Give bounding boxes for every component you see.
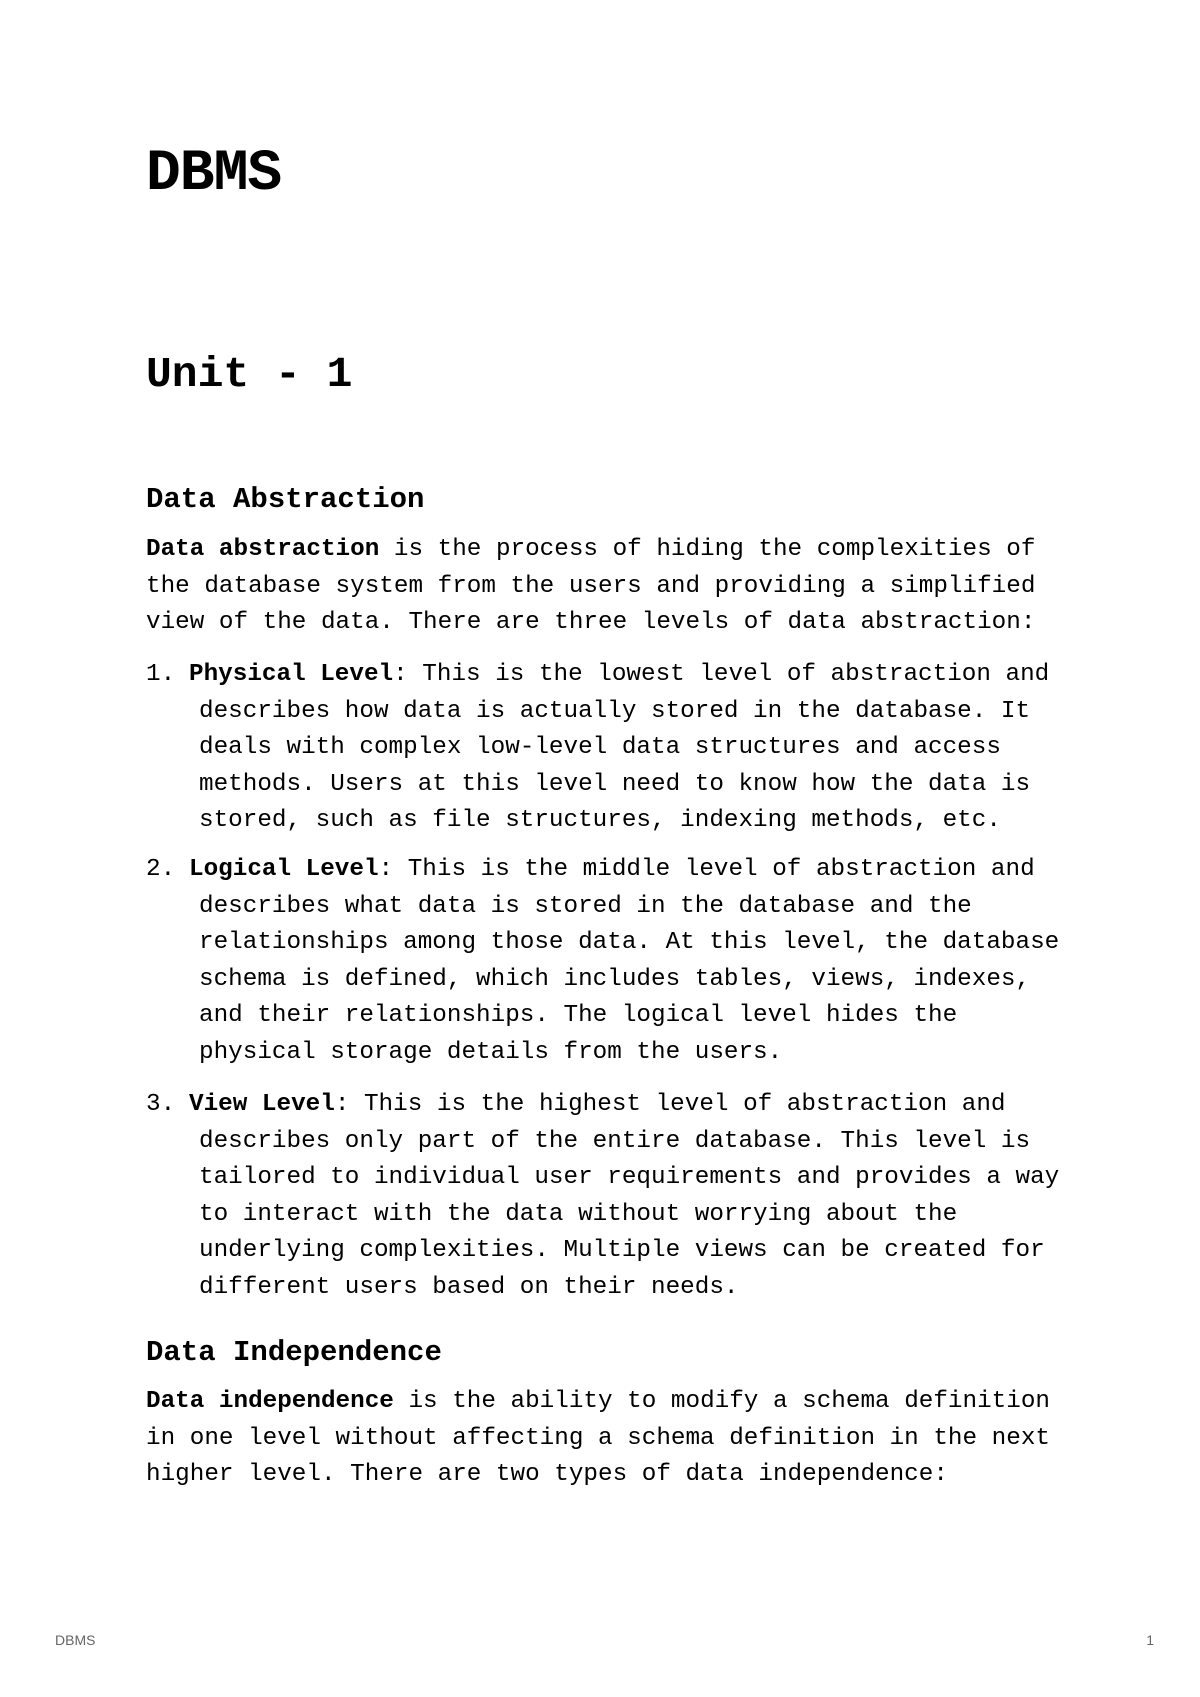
data-independence-paragraph bbox=[146, 1384, 1066, 1494]
list-item-physical-level bbox=[146, 657, 1086, 840]
list-item-term: Physical Level bbox=[189, 661, 394, 688]
list-number: 2. bbox=[146, 856, 176, 883]
list-item-text: : This is the middle level of abstraction and describes what data is stored in the database and the relationships among those data. At this level, the database schema is defined, which includes tables, views, indexes, and their relationships. The logical level hides the physical storage details from the users. bbox=[199, 856, 1060, 1066]
list-item-view-level bbox=[146, 1087, 1086, 1307]
data-abstraction-text: is the process of hiding the complexities of the database system from the users and providing a simplified view of the data. There are three levels of data abstraction: bbox=[146, 536, 1036, 637]
list-item-text: : This is the highest level of abstraction and describes only part of the entire database. This level is tailored to individual user requirements and provides a way to interact with the data without worrying about the underlying complexities. Multiple views can be created for different users based on their needs. bbox=[199, 1091, 1060, 1301]
footer-document-name: DBMS bbox=[55, 1632, 96, 1648]
list-number: 3. bbox=[146, 1091, 176, 1118]
list-item-logical-level bbox=[146, 852, 1086, 1072]
data-independence-text: is the ability to modify a schema definition in one level without affecting a schema definition in the next higher level. There are two types of data independence: bbox=[146, 1388, 1050, 1489]
list-item-text: : This is the lowest level of abstraction and describes how data is actually stored in the database. It deals with complex low-level data structures and access methods. Users at this level need to know how the data is stored, such as file structures, indexing methods, etc. bbox=[199, 661, 1050, 835]
list-number: 1. bbox=[146, 661, 176, 688]
footer-page-number: 1 bbox=[1146, 1632, 1154, 1648]
document-title: DBMS bbox=[146, 142, 282, 207]
section-heading-data-abstraction: Data Abstraction bbox=[146, 483, 425, 516]
list-item-term: Logical Level bbox=[189, 856, 379, 883]
data-independence-term: Data independence bbox=[146, 1388, 394, 1415]
section-heading-data-independence: Data Independence bbox=[146, 1336, 442, 1369]
list-item-term: View Level bbox=[189, 1091, 335, 1118]
data-abstraction-term: Data abstraction bbox=[146, 536, 380, 563]
list-item-body bbox=[189, 852, 1086, 1072]
list-item-body bbox=[189, 1087, 1086, 1307]
list-item-body bbox=[189, 657, 1086, 840]
unit-heading: Unit - 1 bbox=[146, 350, 353, 399]
data-abstraction-paragraph bbox=[146, 532, 1066, 642]
